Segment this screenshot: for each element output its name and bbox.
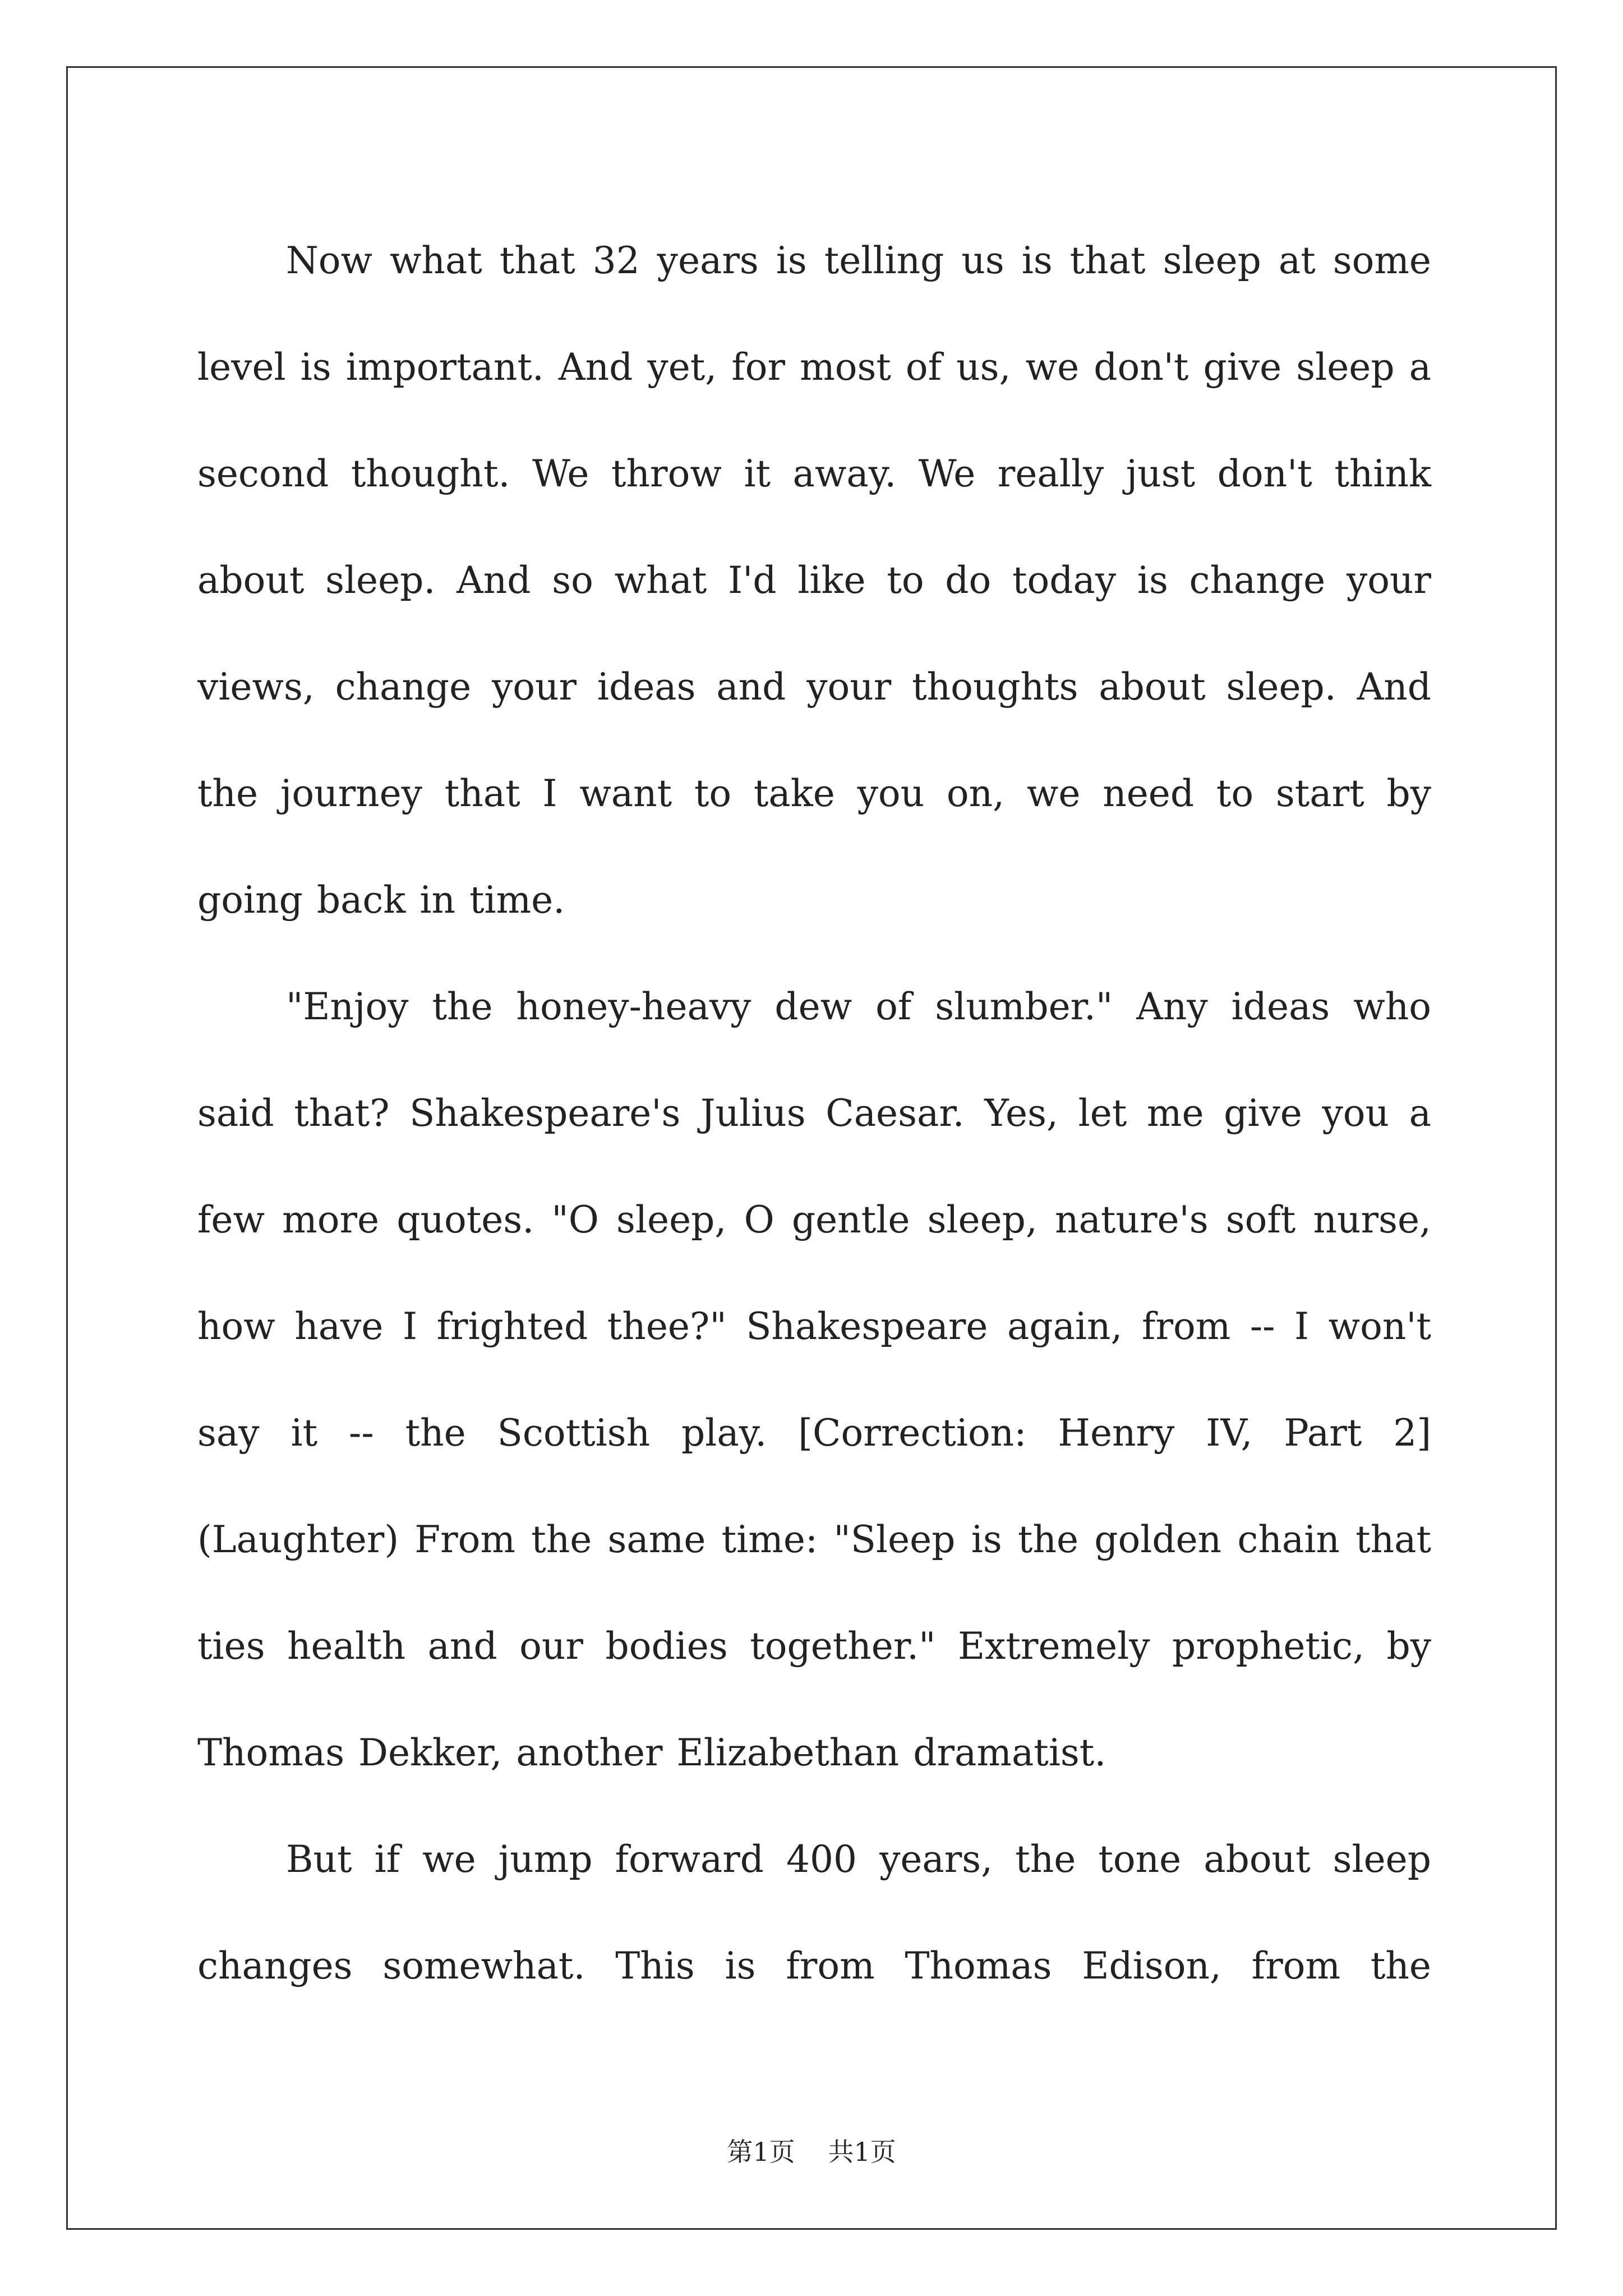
paragraph-3: But if we jump forward 400 years, the tone about sleep changes somewhat. This is from Thomas Edison, from the xyxy=(197,1838,1431,1987)
page-footer xyxy=(0,2132,1623,2169)
document-body xyxy=(197,208,1431,2019)
paragraph-2: "Enjoy the honey-heavy dew of slumber." Any ideas who said that? Shakespeare's Julius Caesar. Yes, let me give you a few more quotes. "O sleep, O gentle sleep, nature's soft nurse, how have I frighted thee?" Shakespeare again, from -- I won't say it -- the Scottish play. [Correction: Henry IV, Part 2] (Laughter) From the same time: "Sleep is the golden chain that ties health and our bodies together." Extremely prophetic, by Thomas Dekker, another Elizabethan dramatist. xyxy=(197,985,1431,1774)
paragraph-1: Now what that 32 years is telling us is that sleep at some level is important. And yet, for most of us, we don't give sleep a second thought. We throw it away. We really just don't think about sleep. And so what I'd like to do today is change your views, change your ideas and your thoughts about sleep. And the journey that I want to take you on, we need to start by going back in time. xyxy=(197,239,1431,922)
page-number: 第1页 xyxy=(727,2137,795,2167)
page-total: 共1页 xyxy=(828,2137,896,2167)
